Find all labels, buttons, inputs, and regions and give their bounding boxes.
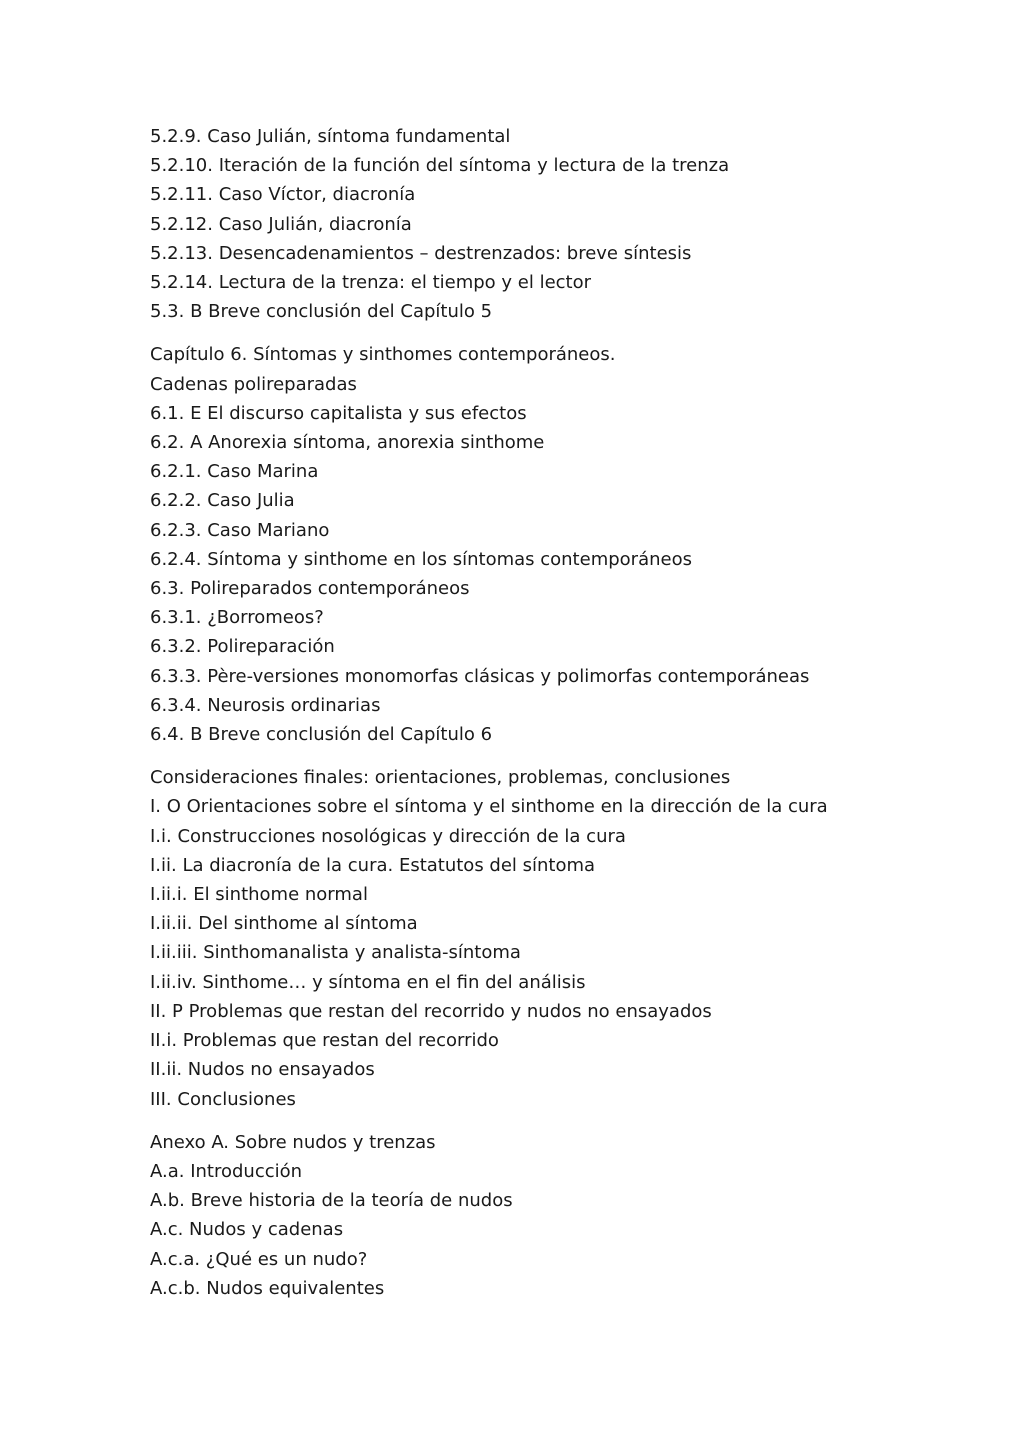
toc-entry: I.ii.ii. Del sinthome al síntoma xyxy=(150,913,418,935)
toc-entry: 5.2.12. Caso Julián, diacronía xyxy=(150,213,412,235)
toc-entry: II. P Problemas que restan del recorrido y nudos no ensayados xyxy=(150,1000,712,1022)
toc-entry: 6.3.4. Neurosis ordinarias xyxy=(150,694,381,716)
toc-entry: I.ii.iv. Sinthome… y síntoma en el fin del análisis xyxy=(150,971,586,993)
toc-entry: A.a. Introducción xyxy=(150,1160,303,1182)
toc-entry: A.b. Breve historia de la teoría de nudos xyxy=(150,1190,513,1212)
toc-entry: A.c.b. Nudos equivalentes xyxy=(150,1277,385,1299)
toc-entry: 6.3.3. Père-versiones monomorfas clásicas y polimorfas contemporáneas xyxy=(150,665,810,687)
toc-entry: I.i. Construcciones nosológicas y dirección de la cura xyxy=(150,825,626,847)
toc-section xyxy=(150,122,970,326)
toc-entry: A.c. Nudos y cadenas xyxy=(150,1219,344,1241)
table-of-contents xyxy=(150,122,970,1317)
toc-entry: I.ii.iii. Sinthomanalista y analista-síntoma xyxy=(150,942,521,964)
toc-entry: 6.1. E El discurso capitalista y sus efectos xyxy=(150,402,527,424)
toc-entry: I.ii.i. El sinthome normal xyxy=(150,884,368,906)
toc-entry: Consideraciones finales: orientaciones, problemas, conclusiones xyxy=(150,767,731,789)
toc-entry: II.ii. Nudos no ensayados xyxy=(150,1059,375,1081)
toc-entry: Cadenas polireparadas xyxy=(150,373,357,395)
toc-entry: 6.3. Polireparados contemporáneos xyxy=(150,578,470,600)
toc-entry: III. Conclusiones xyxy=(150,1088,296,1110)
toc-entry: Anexo A. Sobre nudos y trenzas xyxy=(150,1131,436,1153)
toc-section xyxy=(150,340,970,749)
toc-entry: Capítulo 6. Síntomas y sinthomes contemporáneos. xyxy=(150,344,616,366)
toc-entry: 6.2.3. Caso Mariano xyxy=(150,519,330,541)
toc-section xyxy=(150,763,970,1113)
toc-entry: 5.2.9. Caso Julián, síntoma fundamental xyxy=(150,126,511,147)
toc-entry: II.i. Problemas que restan del recorrido xyxy=(150,1030,499,1052)
toc-entry: I. O Orientaciones sobre el síntoma y el sinthome en la dirección de la cura xyxy=(150,796,828,818)
toc-entry: 5.2.10. Iteración de la función del síntoma y lectura de la trenza xyxy=(150,155,730,177)
toc-entry: 5.2.14. Lectura de la trenza: el tiempo y el lector xyxy=(150,272,592,294)
toc-entry: 6.2.4. Síntoma y sinthome en los síntomas contemporáneos xyxy=(150,548,692,570)
toc-entry: 5.3. B Breve conclusión del Capítulo 5 xyxy=(150,301,493,323)
toc-entry: 5.2.13. Desencadenamientos – destrenzados: breve síntesis xyxy=(150,242,692,264)
toc-entry: 5.2.11. Caso Víctor, diacronía xyxy=(150,184,416,206)
toc-entry: 6.3.2. Polireparación xyxy=(150,636,335,658)
toc-entry: A.c.a. ¿Qué es un nudo? xyxy=(150,1248,368,1270)
toc-entry: 6.2.2. Caso Julia xyxy=(150,490,295,512)
toc-entry: 6.2.1. Caso Marina xyxy=(150,461,319,483)
toc-entry: 6.4. B Breve conclusión del Capítulo 6 xyxy=(150,724,493,746)
toc-entry: 6.3.1. ¿Borromeos? xyxy=(150,607,324,629)
toc-section xyxy=(150,1128,970,1303)
toc-entry: I.ii. La diacronía de la cura. Estatutos del síntoma xyxy=(150,854,596,876)
toc-entry: 6.2. A Anorexia síntoma, anorexia sinthome xyxy=(150,432,545,454)
